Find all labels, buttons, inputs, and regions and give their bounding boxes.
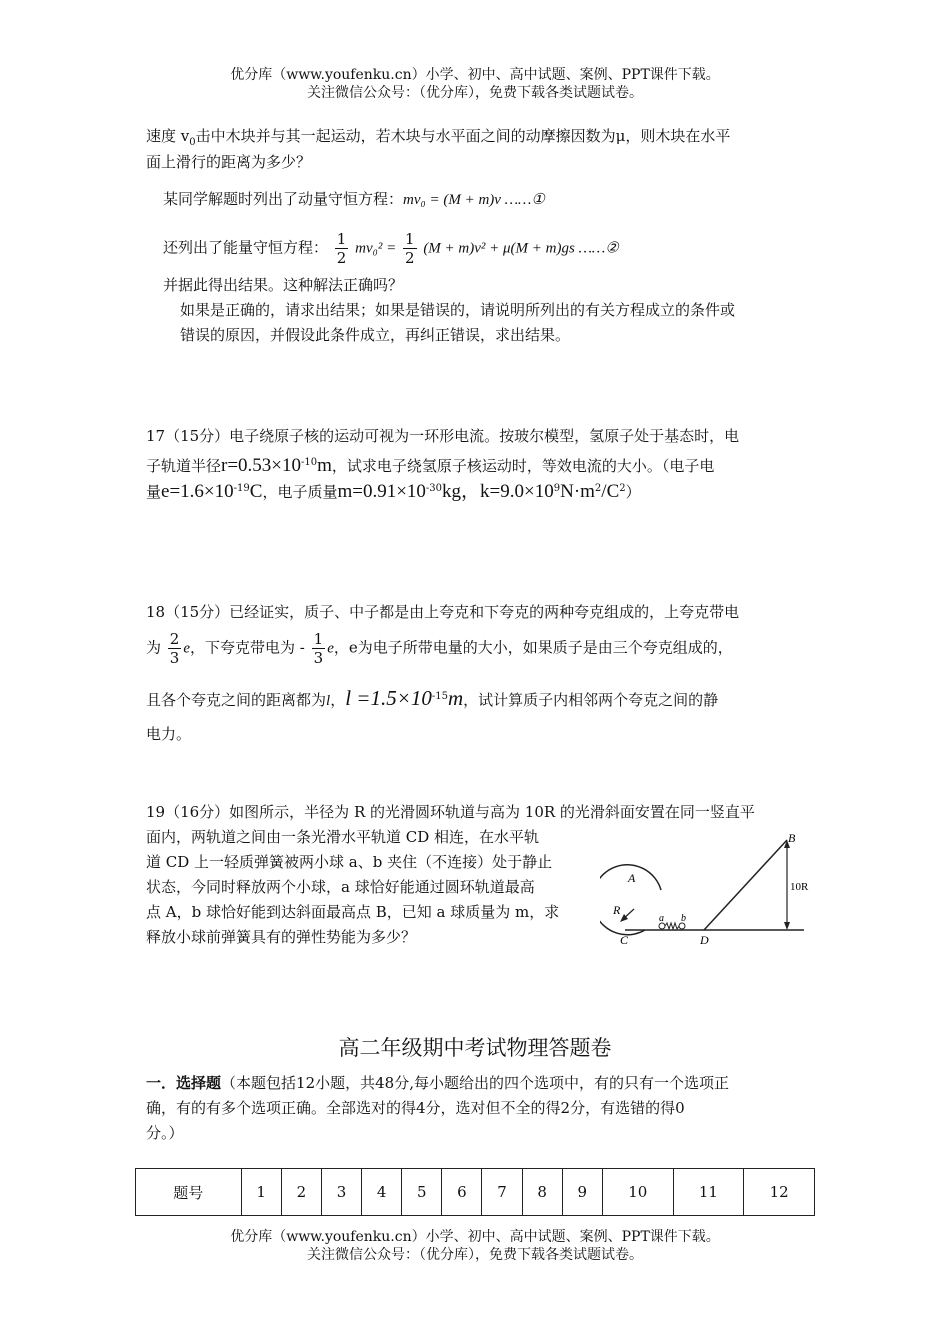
q19-line-4: 状态，今同时释放两个小球，a 球恰好能通过圆环轨道最高 [146,878,535,896]
label-R: R [613,903,621,917]
q19-line-2: 面内，两轨道之间由一条光滑水平轨道 CD 相连，在水平轨 [146,828,540,846]
q19-line-1: 19（16分）如图所示，半径为 R 的光滑圆环轨道与高为 10R 的光滑斜面安置在同一竖直平 [146,803,755,821]
table-cell: 4 [362,1169,402,1216]
q17-line-1: 17（15分）电子绕原子核的运动可视为一环形电流。按玻尔模型，氢原子处于基态时，电 [146,427,740,445]
label-C: C [620,933,629,947]
table-cell: 1 [241,1169,281,1216]
header-line-2: 关注微信公众号：（优分库），免费下载各类试题试卷。 [307,85,643,101]
q19-line-3: 道 CD 上一轻质弹簧被两小球 a、b 夹住（不连接）处于静止 [146,853,553,871]
label-10R: 10R [790,881,809,893]
table-cell: 8 [522,1169,562,1216]
table-cell: 3 [321,1169,361,1216]
q19-line-6: 释放小球前弹簧具有的弹性势能为多少？ [146,928,417,946]
header-line-1: 优分库（www.youfenku.cn）小学、初中、高中试题、案例、PPT课件下载。 [230,67,720,83]
label-D: D [700,933,709,947]
q16-momentum-equation: 某同学解题时列出了动量守恒方程：mv₀ = (M + m)v ……① [163,190,545,208]
table-cell: 5 [402,1169,442,1216]
label-a: a [659,913,664,924]
answer-sheet-title: 高二年级期中考试物理答题卷 [338,1036,612,1060]
table-cell: 6 [442,1169,482,1216]
q16-ask-1: 如果是正确的，请求出结果；如果是错误的，请说明所列出的有关方程成立的条件或 [180,301,736,319]
table-header-cell: 题号 [136,1169,242,1216]
spring [665,923,679,929]
section-one-line-2: 确，有的有多个选项正确。全部选对的得4分，选对但不全的得2分，有选错的得0 [146,1099,685,1117]
q16-ask-2: 错误的原因，并假设此条件成立，再纠正错误，求出结果。 [180,326,571,344]
label-B: B [788,831,796,845]
label-A: A [628,871,636,885]
q16-line-2: 面上滑行的距离为多少？ [146,153,312,171]
table-cell: 11 [673,1169,744,1216]
q16-line-1: 速度 $v_0$击中木块并与其一起运动，若木块与水平面之间的动摩擦因数为μ，则木块在水平 [146,127,731,148]
table-cell: 7 [482,1169,522,1216]
table-cell: 12 [744,1169,815,1216]
fraction-two-thirds: $\frac{2}{3}$ [169,630,180,667]
section-one-line-3: 分。） [146,1124,184,1142]
table-cell: 10 [602,1169,673,1216]
fraction-half-2: $\frac{1}{2}$ [404,230,415,267]
q19-line-5: 点 A，b 球恰好能到达斜面最高点 B，已知 a 球质量为 m，求 [146,903,560,921]
fraction-half-1: $\frac{1}{2}$ [336,230,347,267]
q18-line-2: 为 $\frac{2}{3}$ e，下夸克带电为 - $\frac{1}{3}$ e，e为电子所带电量的大小，如果质子是由三个夸克组成的， [146,630,733,667]
q16-energy-equation: 还列出了能量守恒方程： $\frac{1}{2}$ mv₀² = $\frac{1}{2}$ (M + m)v² + μ(M + m)gs ……② [163,230,619,267]
table-cell: 9 [562,1169,602,1216]
answer-table [135,1168,815,1216]
table-cell: 2 [281,1169,321,1216]
footer-line-1: 优分库（www.youfenku.cn）小学、初中、高中试题、案例、PPT课件下载。 [230,1229,720,1245]
q18-line-3: 且各个夸克之间的距离都为l，$l =1.5\times 10^{-15}m$，试计算质子内相邻两个夸克之间的静 [146,686,719,710]
q18-line-4: 电力。 [146,725,192,743]
q19-figure [600,826,816,948]
label-b: b [681,913,686,924]
q17-line-2: 子轨道半径$r=0.53\times 10^{-10}m$，试求电子绕氢原子核运动时，等效电流的大小。（电子电 [146,455,715,476]
incline [704,840,787,930]
height-arrow-bottom [784,922,790,930]
footer-line-2: 关注微信公众号：（优分库），免费下载各类试题试卷。 [307,1247,643,1263]
q17-line-3: 量$e=1.6\times 10^{-19}C$，电子质量$m=0.91\times 10^{-30}kg$，$k=9.0\times 10^9N\cdot m^2/C^2$） [146,481,641,502]
q16-conclusion: 并据此得出结果。这种解法正确吗？ [163,276,404,294]
fraction-one-third: $\frac{1}{3}$ [313,630,324,667]
table-row [136,1169,815,1216]
q18-line-1: 18（15分）已经证实，质子、中子都是由上夸克和下夸克的两种夸克组成的，上夸克带电 [146,603,740,621]
section-one-line-1: 一．选择题（本题包括12小题，共48分,每小题给出的四个选项中，有的只有一个选项正 [146,1074,729,1092]
